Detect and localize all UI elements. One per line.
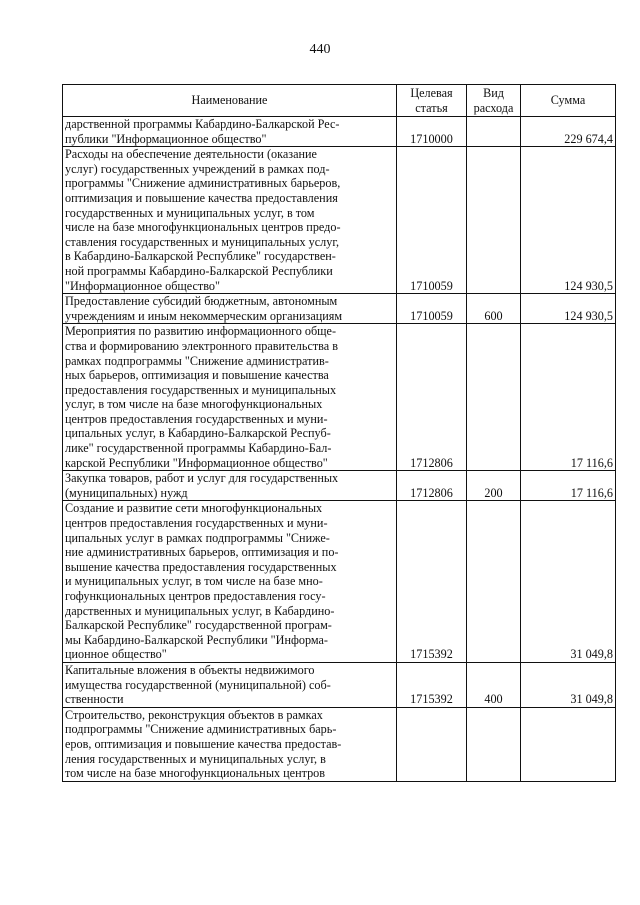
row-name-line: Создание и развитие сети многофункциональных: [65, 501, 323, 516]
header-code: Целевая статья: [397, 85, 467, 117]
row-kind-cell: 200: [467, 471, 521, 501]
row-kind-cell: [467, 117, 521, 147]
row-name-cell: [63, 294, 397, 324]
row-code-cell: 1710059: [397, 294, 467, 324]
row-name-line: числе на базе многофункциональных центров предо-: [65, 220, 341, 235]
row-name-cell: [63, 707, 397, 781]
row-name-line: Строительство, реконструкция объектов в рамках: [65, 707, 323, 722]
row-name-line: государственных и муниципальных услуг, в том: [65, 205, 315, 220]
row-name-line: оптимизация и повышение качества предоставления: [65, 190, 338, 205]
row-sum-cell: 31 049,8: [521, 662, 616, 707]
row-name-cell: [63, 324, 397, 471]
row-name-line: ципальных услуг в рамках подпрограммы "Сниже-: [65, 530, 330, 545]
row-name-line: и муниципальных услуг, в том числе на базе мно-: [65, 574, 323, 589]
row-kind-cell: 600: [467, 294, 521, 324]
row-name-line: ных барьеров, оптимизация и повышение качества: [65, 368, 329, 383]
row-name-line: ставления государственных и муниципальных услуг,: [65, 234, 339, 249]
row-name-line: центров предоставления государственных и муни-: [65, 411, 328, 426]
row-name-line: ной программы Кабардино-Балкарской Республики: [65, 263, 333, 278]
row-kind-cell: [467, 147, 521, 294]
row-sum-cell: 229 674,4: [521, 117, 616, 147]
table-row: [63, 662, 616, 707]
row-name-line: ства и формированию электронного правительства в: [65, 338, 338, 353]
table-row: [63, 471, 616, 501]
row-name-line: в Кабардино-Балкарской Республике" государствен-: [65, 249, 336, 264]
row-name-line: (муниципальных) нужд: [65, 485, 188, 500]
row-name-cell: [63, 662, 397, 707]
row-name-line: ционное общество": [65, 647, 167, 662]
row-sum-cell: [521, 707, 616, 781]
row-code-cell: 1712806: [397, 471, 467, 501]
row-name-line: дарственных и муниципальных услуг, в Кабардино-: [65, 603, 335, 618]
row-kind-cell: [467, 501, 521, 663]
row-code-cell: [397, 707, 467, 781]
row-name-line: программы "Снижение административных барьеров,: [65, 176, 341, 191]
row-name-line: еров, оптимизация и повышение качества предостав-: [65, 736, 342, 751]
row-name-line: имущества государственной (муниципальной) соб-: [65, 677, 331, 692]
table-header-row: [63, 85, 616, 117]
row-name-line: Предоставление субсидий бюджетным, автономным: [65, 294, 338, 309]
row-name-line: Расходы на обеспечение деятельности (оказание: [65, 147, 317, 162]
row-sum-cell: 17 116,6: [521, 324, 616, 471]
row-name-line: дарственной программы Кабардино-Балкарской Рес-: [65, 117, 340, 131]
row-code-cell: 1710059: [397, 147, 467, 294]
row-name-line: лике" государственной программы Кабардино-Бал-: [65, 441, 332, 456]
row-sum-cell: 17 116,6: [521, 471, 616, 501]
row-name-line: ственности: [65, 692, 124, 707]
row-name-line: предоставления государственных и муниципальных: [65, 382, 337, 397]
row-name-line: ления государственных и муниципальных услуг, в: [65, 751, 326, 766]
row-name-cell: [63, 501, 397, 663]
row-name-cell: [63, 117, 397, 147]
row-name-line: мы Кабардино-Балкарской Республики "Информа-: [65, 632, 328, 647]
row-name-line: услуг) государственных учреждений в рамках под-: [65, 161, 330, 176]
table-row: [63, 324, 616, 471]
page-number: 440: [309, 42, 331, 57]
table-body: [63, 117, 616, 782]
row-name-line: гофункциональных центров предоставления госу-: [65, 589, 326, 603]
table-row: [63, 707, 616, 781]
row-kind-cell: [467, 324, 521, 471]
row-name-line: карской Республики "Информационное общество": [65, 455, 328, 470]
row-name-line: ние административных барьеров, оптимизация и по-: [65, 545, 339, 560]
budget-table: [62, 84, 616, 782]
row-name-line: публики "Информационное общество": [65, 131, 267, 146]
row-sum-cell: 124 930,5: [521, 147, 616, 294]
row-name-line: центров предоставления государственных и муни-: [65, 516, 328, 531]
table-row: [63, 501, 616, 663]
row-name-line: ципальных услуг, в Кабардино-Балкарской Респуб-: [65, 426, 331, 441]
row-name-line: Мероприятия по развитию информационного обще-: [65, 324, 337, 339]
row-name-line: "Информационное общество": [65, 278, 220, 293]
row-name-cell: [63, 147, 397, 294]
row-name-cell: [63, 471, 397, 501]
row-code-cell: 1712806: [397, 324, 467, 471]
table-row: [63, 294, 616, 324]
row-sum-cell: 124 930,5: [521, 294, 616, 324]
row-name-line: Балкарской Республике" государственной програм-: [65, 618, 332, 633]
row-name-line: рамках подпрограммы "Снижение административ-: [65, 353, 329, 368]
header-sum: Сумма: [521, 85, 616, 117]
row-code-cell: 1710000: [397, 117, 467, 147]
table-row: [63, 147, 616, 294]
table-row: [63, 117, 616, 147]
row-name-line: учреждениям и иным некоммерческим организациям: [65, 308, 343, 323]
row-name-line: подпрограммы "Снижение административных барь-: [65, 722, 337, 737]
row-code-cell: 1715392: [397, 501, 467, 663]
row-name-line: услуг, в том числе на базе многофункциональных: [65, 397, 323, 412]
row-name-line: том числе на базе многофункциональных центров: [65, 766, 326, 781]
row-code-cell: 1715392: [397, 662, 467, 707]
row-sum-cell: 31 049,8: [521, 501, 616, 663]
row-kind-cell: 400: [467, 662, 521, 707]
header-name: Наименование: [63, 85, 397, 117]
header-kind: Вид расхода: [467, 85, 521, 117]
row-kind-cell: [467, 707, 521, 781]
row-name-line: вышение качества предоставления государственных: [65, 559, 337, 574]
row-name-line: Капитальные вложения в объекты недвижимого: [65, 662, 315, 677]
row-name-line: Закупка товаров, работ и услуг для государственных: [65, 471, 339, 486]
